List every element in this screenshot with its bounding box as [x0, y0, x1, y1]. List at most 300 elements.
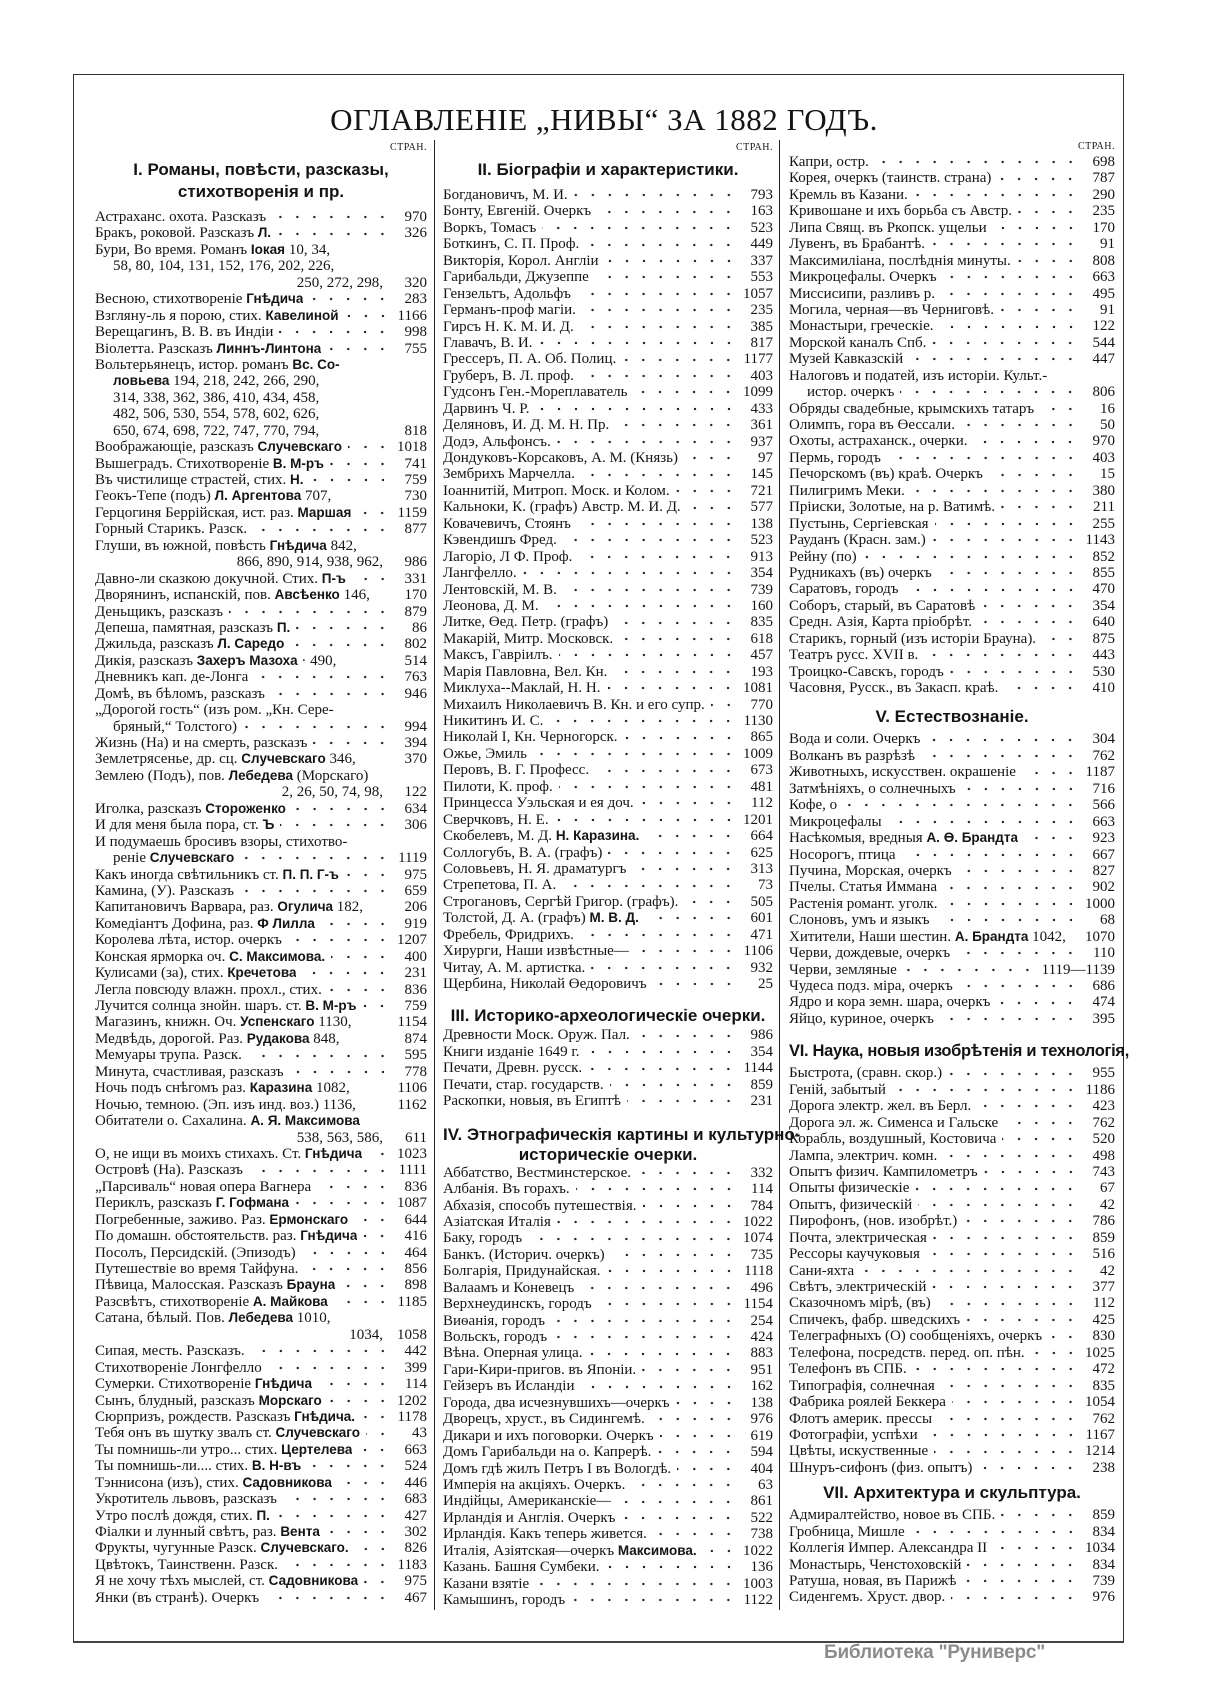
page-number: 1009: [743, 745, 773, 762]
entry-title: [443, 1247, 605, 1263]
page-number: 1154: [397, 1014, 427, 1031]
dot-leader: [887, 455, 1079, 461]
entry-title: [789, 581, 899, 597]
page-number: 332: [750, 1164, 773, 1181]
dot-leader: [941, 291, 1079, 297]
entry-title: [443, 351, 616, 367]
toc-entry: [95, 406, 427, 422]
dot-leader: [577, 291, 737, 297]
toc-entry: [95, 636, 427, 652]
entry-title: [789, 499, 995, 515]
toc-entry: [789, 1279, 1115, 1295]
entry-text: Николай I, Кн. Черногорск.: [443, 729, 618, 746]
entry-title: [95, 1113, 360, 1129]
toc-entry: [95, 867, 427, 883]
page-number: 97: [758, 450, 773, 466]
entry-text: Сказочномъ мірѣ, (въ): [789, 1295, 931, 1312]
toc-entry: [95, 308, 427, 324]
page-column-header: СТРАН.: [389, 142, 427, 153]
dot-leader: [932, 340, 1079, 346]
toc-entry: [95, 373, 427, 389]
page-number: 683: [404, 1491, 427, 1508]
page-number: 686: [1092, 978, 1115, 994]
entry-text: Ядро и кора земн. шара, очеркъ: [789, 994, 991, 1011]
entry-title: [95, 341, 321, 357]
entry-text: Медвѣдь, дорогой. Раз.: [95, 1030, 247, 1047]
dot-leader: [640, 800, 737, 806]
dot-leader: [993, 1545, 1079, 1551]
page-number: 163: [750, 203, 773, 220]
page-number: 759: [404, 472, 427, 488]
toc-entry: [95, 735, 427, 751]
toc-entry: [443, 746, 773, 762]
entry-text: Растенія романт. уголк.: [789, 895, 938, 912]
toc-entry: [95, 1475, 427, 1491]
entry-text: Главачъ, В. И.: [443, 334, 533, 351]
dot-leader: [271, 691, 391, 697]
toc-entry: [95, 604, 427, 620]
entry-title: [443, 1510, 615, 1526]
page-number: 625: [750, 844, 773, 861]
dot-leader: [936, 917, 1079, 923]
dot-leader: [963, 1218, 1079, 1224]
entry-title: [443, 286, 571, 302]
page-number: 42: [1100, 1262, 1115, 1279]
entry-text-extra: 182,: [333, 899, 364, 916]
dot-leader: [1042, 636, 1079, 642]
dot-leader: [327, 346, 391, 352]
dot-leader: [557, 439, 737, 445]
page-number: 433: [750, 400, 773, 417]
dot-leader: [574, 192, 737, 198]
entry-title: [95, 390, 319, 406]
dot-leader: [627, 1098, 737, 1104]
toc-entry: [443, 1345, 773, 1361]
toc-entry: [443, 1165, 773, 1181]
dot-leader: [595, 274, 737, 280]
entry-title: [443, 1345, 582, 1361]
entry-title: [789, 863, 952, 879]
entry-text: Яйцо, куриное, очеркъ: [789, 1010, 934, 1027]
toc-entry: [443, 351, 773, 367]
entry-title: [95, 719, 237, 735]
entry-text: Корея, очеркъ (таинств. страна): [789, 170, 992, 187]
toc-entry: [95, 1031, 427, 1047]
entry-text: бряный,“ Толстого): [113, 718, 237, 735]
entry-title: [95, 1393, 322, 1409]
toc-entry: [789, 1148, 1115, 1164]
toc-entry: [443, 631, 773, 647]
entry-author: Садовникова: [242, 1474, 332, 1490]
toc-entry: [443, 1543, 773, 1559]
entry-title: [95, 1080, 350, 1096]
dot-leader: [967, 1562, 1079, 1568]
toc-column-2: [443, 140, 801, 1608]
entry-title: [789, 335, 926, 351]
toc-entry: [443, 1428, 773, 1444]
entry-text: 650, 674, 698, 722, 747, 770, 794,: [113, 422, 320, 439]
entry-title: [789, 1164, 978, 1180]
page-number: 1081: [743, 680, 773, 697]
toc-entry: [95, 653, 427, 669]
dot-leader: [545, 603, 737, 609]
page-number: 403: [1092, 449, 1115, 466]
entry-title: [443, 713, 543, 729]
entry-text: Чудеса подз. міра, очеркъ: [789, 978, 953, 994]
toc-entry: [789, 466, 1115, 482]
dot-leader: [357, 510, 391, 516]
page-number: 975: [404, 866, 427, 883]
entry-title: [789, 1180, 909, 1196]
dot-leader: [940, 1016, 1079, 1022]
page-number: 778: [404, 1063, 427, 1080]
toc-entry: [789, 1312, 1115, 1328]
entry-text: Пермь, городъ: [789, 449, 881, 466]
section-heading: [443, 1124, 801, 1165]
entry-text: 538, 563, 586,: [296, 1129, 383, 1146]
entry-title: [95, 571, 346, 587]
page-number: 1034: [1085, 1540, 1115, 1557]
entry-text: Бонту, Евгеній. Очеркъ: [443, 203, 592, 220]
entry-text: Соборъ, старый, въ Саратовѣ: [789, 597, 976, 614]
page-number: 427: [404, 1507, 427, 1524]
toc-entry: [443, 434, 773, 450]
toc-entry: [95, 521, 427, 537]
entry-title: [95, 1146, 362, 1162]
toc-entry: [95, 1014, 427, 1030]
entry-title: [443, 1198, 637, 1214]
entry-text: Древности Моск. Оруж. Пал.: [443, 1027, 630, 1044]
toc-entry: [443, 812, 773, 828]
entry-title: [443, 1543, 697, 1559]
page-number: 63: [758, 1476, 773, 1493]
entry-title: [789, 1295, 931, 1311]
page-number: 865: [750, 729, 773, 746]
toc-entry: [95, 949, 427, 965]
page-number: 879: [404, 603, 427, 620]
toc-entry: [95, 1130, 427, 1146]
toc-entry: [95, 1458, 427, 1474]
entry-title: [443, 483, 670, 499]
entry-title: [789, 631, 1036, 647]
dot-leader: [249, 1168, 391, 1174]
entry-text: Адмиралтейство, новое въ СПБ.: [789, 1507, 996, 1524]
entry-text: Казань. Башня Сумбеки.: [443, 1559, 600, 1576]
dot-leader: [562, 883, 737, 889]
toc-entry: [789, 1164, 1115, 1180]
entry-text: Ирландія и Англія. Очеркъ: [443, 1509, 616, 1526]
dot-leader: [1022, 770, 1079, 776]
entry-text: Германъ-проф магіи.: [443, 302, 576, 319]
page-number: 1057: [743, 285, 773, 302]
entry-author: ловьева: [113, 373, 170, 389]
page-number: 1003: [743, 1575, 773, 1592]
toc-entry: [95, 1080, 427, 1096]
dot-leader: [633, 389, 737, 395]
entry-author: Случевскаго: [241, 751, 326, 767]
dot-leader: [328, 1398, 391, 1404]
entry-text: Стихотвореніе Лонгфелло: [95, 1359, 262, 1376]
entry-title: [789, 384, 894, 400]
entry-text: Периклъ, разсказъ: [95, 1195, 216, 1212]
dot-leader: [914, 192, 1079, 198]
dot-leader: [911, 1529, 1079, 1535]
entry-title: [789, 433, 967, 449]
page-number: 659: [404, 882, 427, 899]
page-number: 834: [1092, 1556, 1115, 1573]
dot-leader: [926, 1251, 1079, 1257]
toc-entry: [443, 877, 773, 893]
entry-title: [443, 795, 634, 811]
entry-text-extra: 1010,: [293, 1310, 331, 1327]
entry-text: Флотъ америк. прессы: [789, 1410, 933, 1427]
entry-title: [789, 680, 998, 696]
toc-entry: [789, 863, 1115, 879]
toc-entry: [443, 1280, 773, 1296]
dot-leader: [962, 786, 1079, 792]
page-number: 770: [750, 696, 773, 713]
toc-entry: [789, 1411, 1115, 1427]
dot-leader: [934, 1449, 1079, 1455]
page-number: 986: [750, 1027, 773, 1044]
entry-text: Кривошане и ихъ борьба съ Австр.: [789, 203, 1013, 220]
entry-text: Воображающіе, разсказъ: [95, 439, 258, 456]
entry-text: Обитатели о. Сахалина.: [95, 1113, 251, 1130]
entry-title: [95, 899, 363, 915]
entry-text: Индійцы, Американскіе—: [443, 1493, 612, 1510]
toc-entry: [95, 784, 427, 800]
toc-entry: [95, 324, 427, 340]
entry-text: Опытъ физич. Кампилометръ: [789, 1163, 978, 1180]
toc-entry: [443, 516, 773, 532]
entry-title: [443, 812, 549, 828]
entry-title: [443, 779, 553, 795]
entry-title: [95, 456, 324, 472]
page-number: 68: [1100, 912, 1115, 929]
page-number: 425: [1092, 1311, 1115, 1328]
page-number: 859: [1092, 1507, 1115, 1524]
entry-text: Пустынь, Сергіевская: [789, 515, 929, 532]
entry-title: [443, 762, 589, 778]
entry-title: [789, 1082, 886, 1098]
entry-title: [789, 764, 1016, 780]
entry-text: Пучина, Морская, очеркъ: [789, 862, 952, 879]
page-number: 835: [750, 614, 773, 631]
entry-author: Лебедева: [228, 1310, 293, 1326]
entry-text: Сатана, бѣлый. Пов.: [95, 1310, 229, 1327]
entry-author: А. Ө. Брандта: [926, 830, 1018, 846]
dot-leader: [290, 1069, 391, 1075]
entry-text: Олимпъ, гора въ Өессали.: [789, 417, 955, 433]
dot-leader: [950, 669, 1079, 675]
entry-title: [443, 499, 681, 515]
toc-entry: [443, 1263, 773, 1279]
toc-entry: [443, 960, 773, 976]
toc-entry: [95, 1162, 427, 1178]
entry-text-extra: 1042,: [1028, 928, 1066, 945]
entry-author: Гнѣдича: [269, 537, 327, 553]
entry-text: Дорога электр. жел. въ Берл.: [789, 1098, 972, 1115]
toc-entry: [789, 236, 1115, 252]
entry-author: А. Майкова: [252, 1293, 328, 1309]
entry-title: [789, 483, 905, 499]
entry-text: Щербина, Николай Өедоровичъ: [443, 976, 647, 992]
entry-author: Н. Каразина.: [555, 828, 640, 844]
page-number: 836: [404, 1178, 427, 1195]
page-number: 739: [750, 581, 773, 598]
page-number: 1201: [743, 811, 773, 828]
entry-title: [789, 1524, 905, 1540]
toc-entry: [443, 647, 773, 663]
entry-text: Дарвинъ Ч. Р.: [443, 400, 530, 417]
dot-leader: [610, 1082, 737, 1088]
entry-text: Монастыри, греческіе.: [789, 318, 934, 335]
entry-text: Перовъ, В. Г. Професс.: [443, 762, 590, 779]
page-number: 145: [750, 466, 773, 483]
dot-leader: [586, 1049, 737, 1055]
dot-leader: [932, 537, 1079, 543]
entry-title: [789, 1361, 907, 1377]
page-number: 1087: [397, 1195, 427, 1212]
entry-author: П.: [256, 1507, 270, 1523]
page-number: 1118: [744, 1263, 773, 1280]
page-number: 1178: [397, 1408, 427, 1425]
entry-title: [95, 834, 347, 850]
entry-text: Взгляну-ль я порою, стих.: [95, 307, 266, 324]
page-number: 1074: [743, 1230, 773, 1247]
entry-title: [237, 554, 383, 570]
dot-leader: [684, 899, 737, 905]
page-number: 380: [1092, 482, 1115, 499]
page-number: 302: [404, 1524, 427, 1540]
entry-title: [95, 801, 286, 817]
toc-entry: [95, 258, 427, 274]
dot-leader: [330, 461, 391, 467]
page-number: 1058: [397, 1326, 427, 1343]
entry-title: [443, 417, 609, 433]
page-number: 1119—1139: [1041, 961, 1115, 978]
entry-text-extra: · 490,: [297, 652, 337, 669]
entry-text: Боткинъ, С. П. Проф.: [443, 236, 580, 253]
dot-leader: [1000, 307, 1079, 313]
toc-entry: [443, 203, 773, 219]
entry-title: [443, 1296, 592, 1312]
dot-leader: [551, 1318, 737, 1324]
page-title: ОГЛАВЛЕНІЕ „НИВЫ“ ЗА 1882 ГОДЪ.: [330, 102, 878, 137]
entry-title: [443, 434, 551, 450]
page-number: 898: [404, 1277, 427, 1294]
page-number: 193: [750, 663, 773, 680]
entry-author: Маршая: [297, 504, 352, 520]
entry-text: О, не ищи въ моихъ стихахъ. Ст.: [95, 1145, 305, 1162]
toc-entry: [789, 1589, 1115, 1605]
toc-entry: [789, 187, 1115, 203]
page-number: 739: [1092, 1573, 1115, 1589]
toc-entry: [789, 814, 1115, 830]
entry-title: [443, 335, 533, 351]
page-number: 1022: [743, 1542, 773, 1559]
toc-entry: [443, 1044, 773, 1060]
entry-title: [95, 1047, 242, 1063]
page-number: 852: [1092, 548, 1115, 565]
dot-leader: [580, 932, 737, 938]
entry-text: Комедіантъ Дофина, раз.: [95, 915, 258, 932]
toc-entry: [789, 253, 1115, 269]
toc-entry: [443, 401, 773, 417]
page-number: 50: [1100, 417, 1115, 433]
entry-title: [95, 308, 339, 324]
entry-text: Сюрпризъ, рождеств. Разсказъ: [95, 1408, 295, 1425]
dot-leader: [277, 231, 391, 237]
entry-author: Л. Саредо: [217, 636, 285, 652]
entry-text-extra: 10, 34,: [285, 241, 331, 258]
toc-entry: [443, 697, 773, 713]
page-number: 913: [750, 548, 773, 565]
entry-text: Рудникахъ (въ) очеркъ: [789, 564, 932, 581]
entry-title: [95, 1343, 245, 1359]
entry-author: Каразина: [249, 1080, 313, 1096]
entry-text: Капитановичъ Варвара, раз.: [95, 899, 278, 916]
entry-author: Цертелева: [281, 1441, 353, 1457]
toc-entry: [95, 669, 427, 685]
dot-leader: [580, 373, 737, 379]
entry-text: Вода и соли. Очеркъ: [789, 731, 921, 748]
entry-text: Герцогиня Беррійская, ист. раз.: [95, 504, 298, 521]
page-number: 975: [404, 1573, 427, 1590]
entry-title: [95, 998, 356, 1014]
toc-entry: [95, 899, 427, 915]
dot-leader: [254, 674, 391, 680]
page-number: 331: [404, 570, 427, 587]
dot-leader: [613, 669, 737, 675]
page-number: 25: [758, 976, 773, 992]
toc-entry: [789, 1295, 1115, 1311]
entry-text: Кэвендишъ Фред.: [443, 532, 557, 549]
dot-leader: [606, 1564, 738, 1570]
toc-entry: [443, 894, 773, 910]
dot-leader: [580, 1285, 737, 1291]
page-number: 835: [1092, 1377, 1115, 1394]
entry-title: [443, 203, 591, 219]
entry-title: [95, 1310, 331, 1326]
dot-leader: [581, 1384, 737, 1390]
page-number: 520: [1092, 1131, 1115, 1148]
page-number: 290: [1092, 186, 1115, 203]
dot-leader: [621, 1515, 737, 1521]
dot-leader: [326, 1529, 391, 1535]
entry-text-extra: 146,: [339, 587, 370, 604]
toc-entry: [95, 291, 427, 307]
dot-leader: [288, 937, 391, 943]
dot-leader: [860, 1268, 1079, 1274]
entry-text: Утро послѣ дождя, стих.: [95, 1507, 257, 1524]
entry-title: [95, 850, 234, 866]
entry-text: „Парсиваль“ новая опера Вагнера: [95, 1178, 312, 1195]
entry-text: Вольскъ, городъ: [443, 1329, 548, 1345]
page-number: 1025: [1085, 1344, 1115, 1361]
toc-entry: [443, 1247, 773, 1263]
entry-text: Горный Старикъ. Разск.: [95, 521, 248, 538]
entry-text: Максимиліана, послѣднія минуты.: [789, 252, 1011, 269]
entry-title: [443, 1395, 670, 1411]
toc-entry: [789, 896, 1115, 912]
toc-entry: [443, 1576, 773, 1592]
page-number: 741: [404, 455, 427, 472]
entry-text: Тэннисона (изъ), стих.: [95, 1474, 243, 1491]
entry-text: Янки (въ странѣ). Очеркъ: [95, 1589, 260, 1606]
entry-title: [789, 929, 1066, 945]
toc-entry: [443, 861, 773, 877]
